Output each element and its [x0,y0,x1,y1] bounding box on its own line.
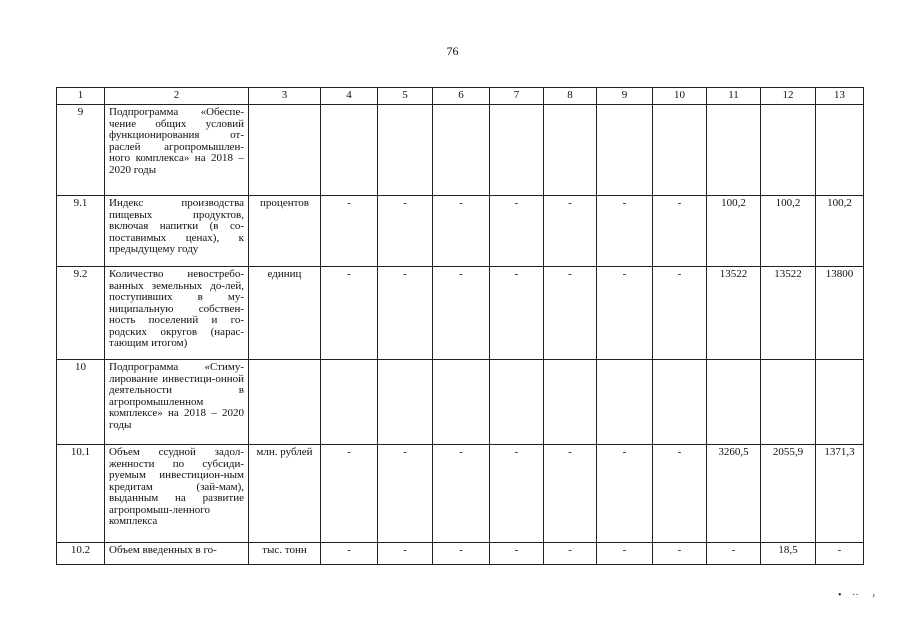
data-cell: - [321,196,378,267]
data-cell [490,105,544,196]
data-cell: - [378,267,433,360]
data-cell: - [597,267,653,360]
value-cell: 18,5 [761,543,816,565]
data-cell: - [490,543,544,565]
data-cell: - [378,543,433,565]
data-cell: - [321,445,378,543]
indicator-name: Индекс производства пищевых продуктов, включая напитки (в со-поставимых ценах), к предыдущему году [105,196,249,267]
unit-cell: млн. рублей [249,445,321,543]
data-cell [544,360,597,445]
value-cell: 3260,5 [707,445,761,543]
table-row [57,267,864,360]
data-cell: - [433,196,490,267]
data-cell: - [433,445,490,543]
header-cell: 8 [544,88,597,105]
data-cell: - [490,267,544,360]
data-cell: - [378,196,433,267]
indicator-name: Подпрограмма «Обеспе-чение общих условий функционирования от-раслей агропромышлен-ного комплекса» на 2018 – 2020 годы [105,105,249,196]
value-cell [707,105,761,196]
unit-cell [249,360,321,445]
value-cell [761,360,816,445]
header-row [57,88,864,105]
header-cell: 12 [761,88,816,105]
data-cell [597,360,653,445]
data-cell: - [544,267,597,360]
data-cell [490,360,544,445]
value-cell: 100,2 [707,196,761,267]
value-cell [816,360,864,445]
value-cell: 13522 [707,267,761,360]
data-cell [544,105,597,196]
page-number: 76 [446,44,459,58]
row-number: 10.2 [57,543,105,565]
value-cell: 100,2 [816,196,864,267]
data-cell: - [597,196,653,267]
data-cell: - [544,196,597,267]
data-cell: - [544,445,597,543]
data-cell: - [597,543,653,565]
table-row [57,360,864,445]
value-cell: 2055,9 [761,445,816,543]
data-cell: - [490,445,544,543]
data-cell: - [653,445,707,543]
data-cell: - [321,267,378,360]
unit-cell: процентов [249,196,321,267]
scan-mark: › [872,590,876,601]
row-number: 9 [57,105,105,196]
row-number: 10 [57,360,105,445]
data-cell [433,105,490,196]
scan-mark: • [838,590,842,601]
data-cell [653,360,707,445]
value-cell: 13800 [816,267,864,360]
data-cell [597,105,653,196]
data-cell [321,360,378,445]
row-number: 9.2 [57,267,105,360]
header-cell: 6 [433,88,490,105]
value-cell [816,105,864,196]
table-row [57,543,864,565]
table-row [57,105,864,196]
data-cell: - [544,543,597,565]
header-cell: 1 [57,88,105,105]
value-cell: - [707,543,761,565]
value-cell: 1371,3 [816,445,864,543]
header-cell: 11 [707,88,761,105]
data-cell [433,360,490,445]
data-cell: - [433,267,490,360]
table-row [57,196,864,267]
indicator-name: Количество невостребо-ванных земельных до-лей, поступивших в му-ниципальную собствен-ность поселений и го-родских округов (нарас-тающим итогом) [105,267,249,360]
data-cell [321,105,378,196]
indicator-name: Подпрограмма «Стиму-лирование инвестици-онной деятельности в агропромышленном комплексе» на 2018 – 2020 годы [105,360,249,445]
data-cell: - [653,196,707,267]
indicator-name: Объем ссудной задол-женности по субсиди-руемым инвестицион-ным кредитам (зай-мам), выданным на развитие агропромыш-ленного комплекса [105,445,249,543]
row-number: 9.1 [57,196,105,267]
table-row [57,445,864,543]
indicator-name: Объем введенных в го- [105,543,249,565]
data-cell: - [433,543,490,565]
value-cell [707,360,761,445]
unit-cell [249,105,321,196]
indicators-table [56,87,864,565]
data-cell: - [378,445,433,543]
header-cell: 5 [378,88,433,105]
data-cell: - [490,196,544,267]
data-cell: - [653,267,707,360]
data-cell [653,105,707,196]
value-cell: 13522 [761,267,816,360]
value-cell: 100,2 [761,196,816,267]
scan-mark: ·· [852,590,859,601]
data-cell: - [653,543,707,565]
header-cell: 4 [321,88,378,105]
header-cell: 10 [653,88,707,105]
header-cell: 3 [249,88,321,105]
data-cell [378,360,433,445]
header-cell: 9 [597,88,653,105]
data-cell: - [597,445,653,543]
row-number: 10.1 [57,445,105,543]
data-cell [378,105,433,196]
unit-cell: тыс. тонн [249,543,321,565]
header-cell: 7 [490,88,544,105]
value-cell [761,105,816,196]
table-body [57,88,864,565]
header-cell: 13 [816,88,864,105]
data-cell: - [321,543,378,565]
header-cell: 2 [105,88,249,105]
unit-cell: единиц [249,267,321,360]
value-cell: - [816,543,864,565]
